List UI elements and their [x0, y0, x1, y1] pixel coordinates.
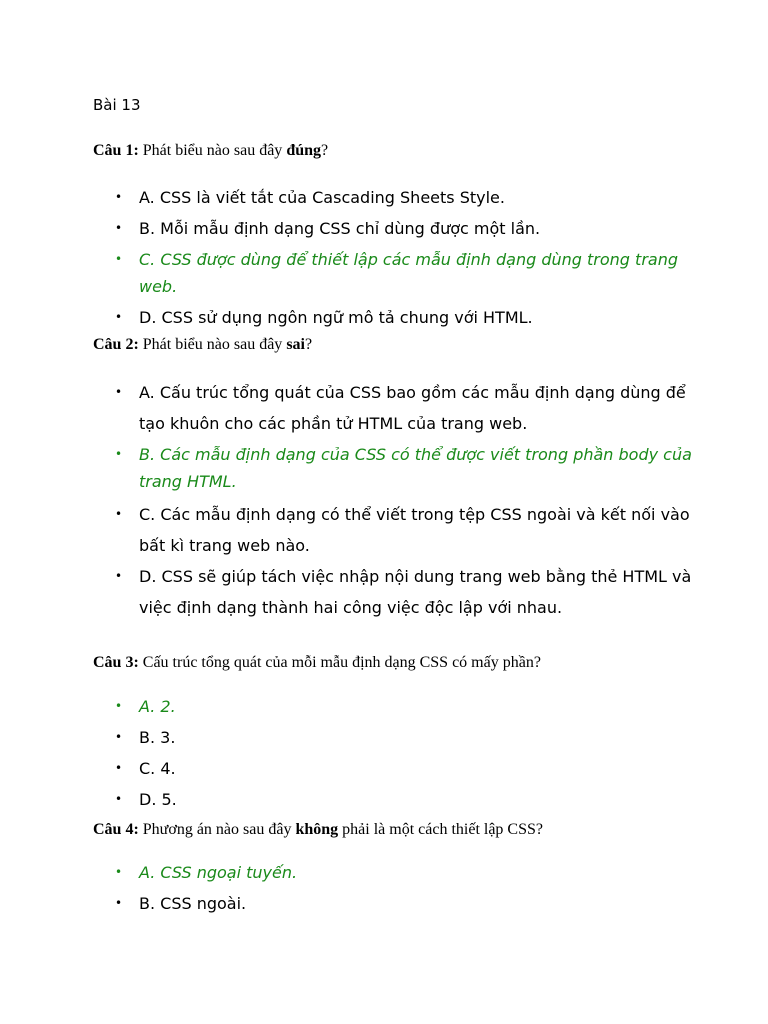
option-text: B. Mỗi mẫu định dạng CSS chỉ dùng được một lần. [139, 219, 541, 238]
option-item [93, 184, 693, 211]
bullet-icon: • [115, 730, 123, 744]
question-emphasis: không [295, 821, 339, 838]
option-item [93, 304, 693, 331]
bullet-icon: • [115, 865, 123, 879]
option-item-correct [93, 691, 693, 722]
question-4 [93, 820, 693, 840]
question-text: Phát biểu nào sau đây [138, 142, 287, 159]
question-emphasis: sai [286, 336, 305, 353]
lesson-title: Bài 13 [93, 96, 141, 114]
option-text: C. CSS được dùng để thiết lập các mẫu định dạng dùng trong trang web. [139, 250, 678, 296]
bullet-icon: • [115, 310, 123, 324]
option-text: A. CSS ngoại tuyến. [139, 863, 298, 882]
option-text: C. Các mẫu định dạng có thể viết trong tệp CSS ngoài và kết nối vào bất kì trang web nào. [139, 505, 690, 555]
option-text: D. CSS sẽ giúp tách việc nhập nội dung trang web bằng thẻ HTML và việc định dạng thành hai công việc độc lập với nhau. [139, 567, 692, 617]
question-4-options [93, 857, 693, 919]
option-item [93, 784, 693, 815]
question-1-options [93, 184, 693, 335]
option-text: D. CSS sử dụng ngôn ngữ mô tả chung với HTML. [139, 308, 533, 327]
question-text: Phương án nào sau đây [138, 821, 296, 838]
question-2-options [93, 377, 693, 623]
bullet-icon: • [115, 507, 123, 521]
option-item [93, 888, 693, 919]
option-text: B. 3. [139, 728, 176, 747]
bullet-icon: • [115, 792, 123, 806]
option-item-correct [93, 246, 693, 300]
bullet-icon: • [115, 761, 123, 775]
option-text: A. 2. [139, 697, 176, 716]
option-text: D. 5. [139, 790, 177, 809]
option-item [93, 215, 693, 242]
bullet-icon: • [115, 569, 123, 583]
option-text: B. CSS ngoài. [139, 894, 247, 913]
question-3 [93, 653, 693, 673]
question-text: Phát biểu nào sau đây [138, 336, 287, 353]
question-label: Câu 4: [93, 821, 139, 838]
option-item [93, 499, 693, 561]
option-item-correct [93, 857, 693, 888]
option-text: A. CSS là viết tắt của Cascading Sheets Style. [139, 188, 505, 207]
question-emphasis: đúng [286, 142, 322, 159]
question-text-end: phải là một cách thiết lập CSS? [338, 821, 543, 838]
question-label: Câu 3: [93, 654, 139, 671]
option-text: B. Các mẫu định dạng của CSS có thể được viết trong phần body của trang HTML. [139, 445, 692, 491]
option-text: A. Cấu trúc tổng quát của CSS bao gồm các mẫu định dạng dùng để tạo khuôn cho các phần tử HTML của trang web. [139, 383, 686, 433]
bullet-icon: • [115, 385, 123, 399]
question-1 [93, 141, 693, 161]
question-3-options [93, 691, 693, 815]
question-text-end: ? [321, 142, 329, 159]
option-item-correct [93, 441, 693, 495]
bullet-icon: • [115, 252, 123, 266]
question-label: Câu 1: [93, 142, 139, 159]
bullet-icon: • [115, 896, 123, 910]
option-item [93, 753, 693, 784]
option-item [93, 722, 693, 753]
bullet-icon: • [115, 221, 123, 235]
question-label: Câu 2: [93, 336, 139, 353]
option-text: C. 4. [139, 759, 176, 778]
question-2 [93, 335, 693, 355]
option-item [93, 561, 693, 623]
bullet-icon: • [115, 447, 123, 461]
question-text: Cấu trúc tổng quát của mỗi mẫu định dạng CSS có mấy phần? [138, 654, 541, 671]
bullet-icon: • [115, 699, 123, 713]
option-item [93, 377, 693, 439]
bullet-icon: • [115, 190, 123, 204]
question-text-end: ? [304, 336, 313, 353]
